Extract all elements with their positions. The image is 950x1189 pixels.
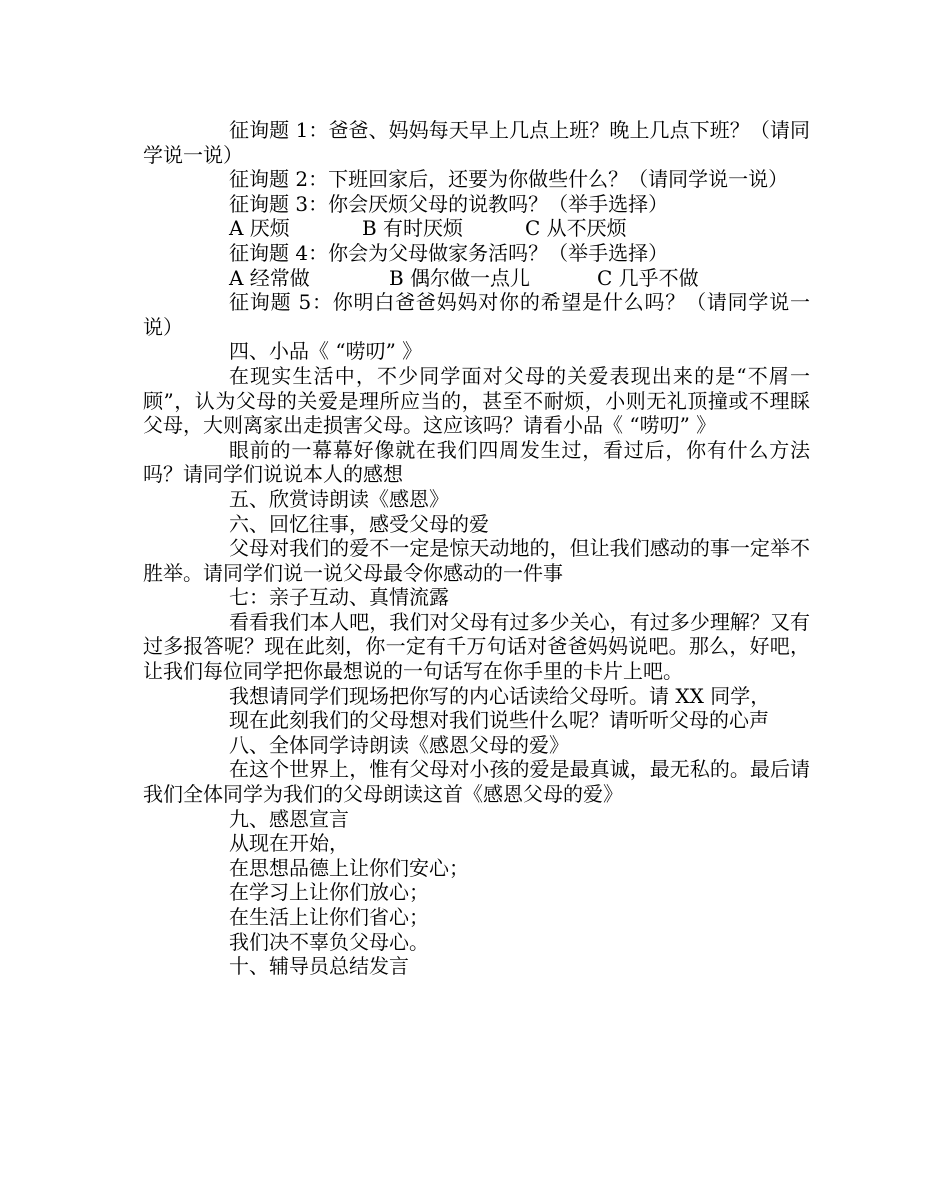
section-9-title: 九、感恩宣言 bbox=[229, 806, 349, 831]
section-7-paragraph-3: 现在此刻我们的父母想对我们说些什么呢？请听听父母的心声 bbox=[229, 708, 769, 733]
declaration-line-2: 在思想品德上让你们安心； bbox=[229, 855, 469, 880]
section-8-title: 八、全体同学诗朗读《感恩父母的爱》 bbox=[229, 732, 569, 757]
declaration-line-4: 在生活上让你们省心； bbox=[229, 905, 429, 929]
section-6-title: 六、回忆往事，感受父母的爱 bbox=[229, 511, 489, 536]
option-c: C 从不厌烦 bbox=[525, 216, 627, 241]
survey-question-4-options bbox=[143, 266, 810, 291]
survey-question-1: 征询题 1：爸爸、妈妈每天早上几点上班？晚上几点下班？（请同学说一说） bbox=[143, 118, 810, 167]
section-5-title: 五、欣赏诗朗读《感恩》 bbox=[229, 486, 449, 511]
survey-question-3: 征询题 3：你会厌烦父母的说教吗？（举手选择） bbox=[229, 191, 669, 216]
option-c: C 几乎不做 bbox=[597, 265, 699, 290]
section-4-paragraph-1: 在现实生活中，不少同学面对父母的关爱表现出来的是“不屑一顾”，认为父母的关爱是理所应当的，甚至不耐烦，小则无礼顶撞或不理睬父母，大则离家出走损害父母。这应该吗？请看小品《 “唠叨” 》 bbox=[143, 363, 810, 438]
option-b: B 偶尔做一点儿 bbox=[389, 265, 531, 290]
option-a: A 经常做 bbox=[229, 265, 310, 290]
option-b: B 有时厌烦 bbox=[362, 216, 464, 241]
declaration-line-5: 我们决不辜负父母心。 bbox=[229, 929, 429, 954]
section-7-paragraph-1: 看看我们本人吧，我们对父母有过多少关心，有过多少理解？又有过多报答呢？现在此刻，你一定有千万句话对爸爸妈妈说吧。那么，好吧，让我们每位同学把你最想说的一句话写在你手里的卡片上吧。 bbox=[143, 609, 810, 684]
section-7-paragraph-2: 我想请同学们现场把你写的内心话读给父母听。请 XX 同学， bbox=[229, 683, 771, 708]
section-8-paragraph-1: 在这个世界上，惟有父母对小孩的爱是最真诚，最无私的。最后请我们全体同学为我们的父母朗读这首《感恩父母的爱》 bbox=[143, 757, 810, 807]
option-a: A 厌烦 bbox=[229, 216, 290, 241]
survey-question-3-options bbox=[143, 216, 810, 241]
declaration-line-1: 从现在开始， bbox=[229, 831, 349, 856]
declaration-line-3: 在学习上让你们放心； bbox=[229, 880, 429, 905]
section-4-paragraph-2: 眼前的一幕幕好像就在我们四周发生过，看过后，你有什么方法吗？请同学们说说本人的感想 bbox=[143, 437, 810, 487]
survey-question-4: 征询题 4：你会为父母做家务活吗？（举手选择） bbox=[229, 240, 669, 265]
section-10-title: 十、辅导员总结发言 bbox=[229, 954, 409, 979]
section-7-title: 七：亲子互动、真情流露 bbox=[229, 585, 449, 610]
section-6-paragraph-1: 父母对我们的爱不一定是惊天动地的，但让我们感动的事一定举不胜举。请同学们说一说父母最令你感动的一件事 bbox=[143, 536, 810, 585]
section-4-title: 四、小品《 “唠叨” 》 bbox=[229, 339, 423, 364]
survey-question-2: 征询题 2：下班回家后，还要为你做些什么？（请同学说一说） bbox=[229, 167, 789, 192]
survey-question-5: 征询题 5：你明白爸爸妈妈对你的希望是什么吗？（请同学说一说） bbox=[143, 290, 810, 339]
